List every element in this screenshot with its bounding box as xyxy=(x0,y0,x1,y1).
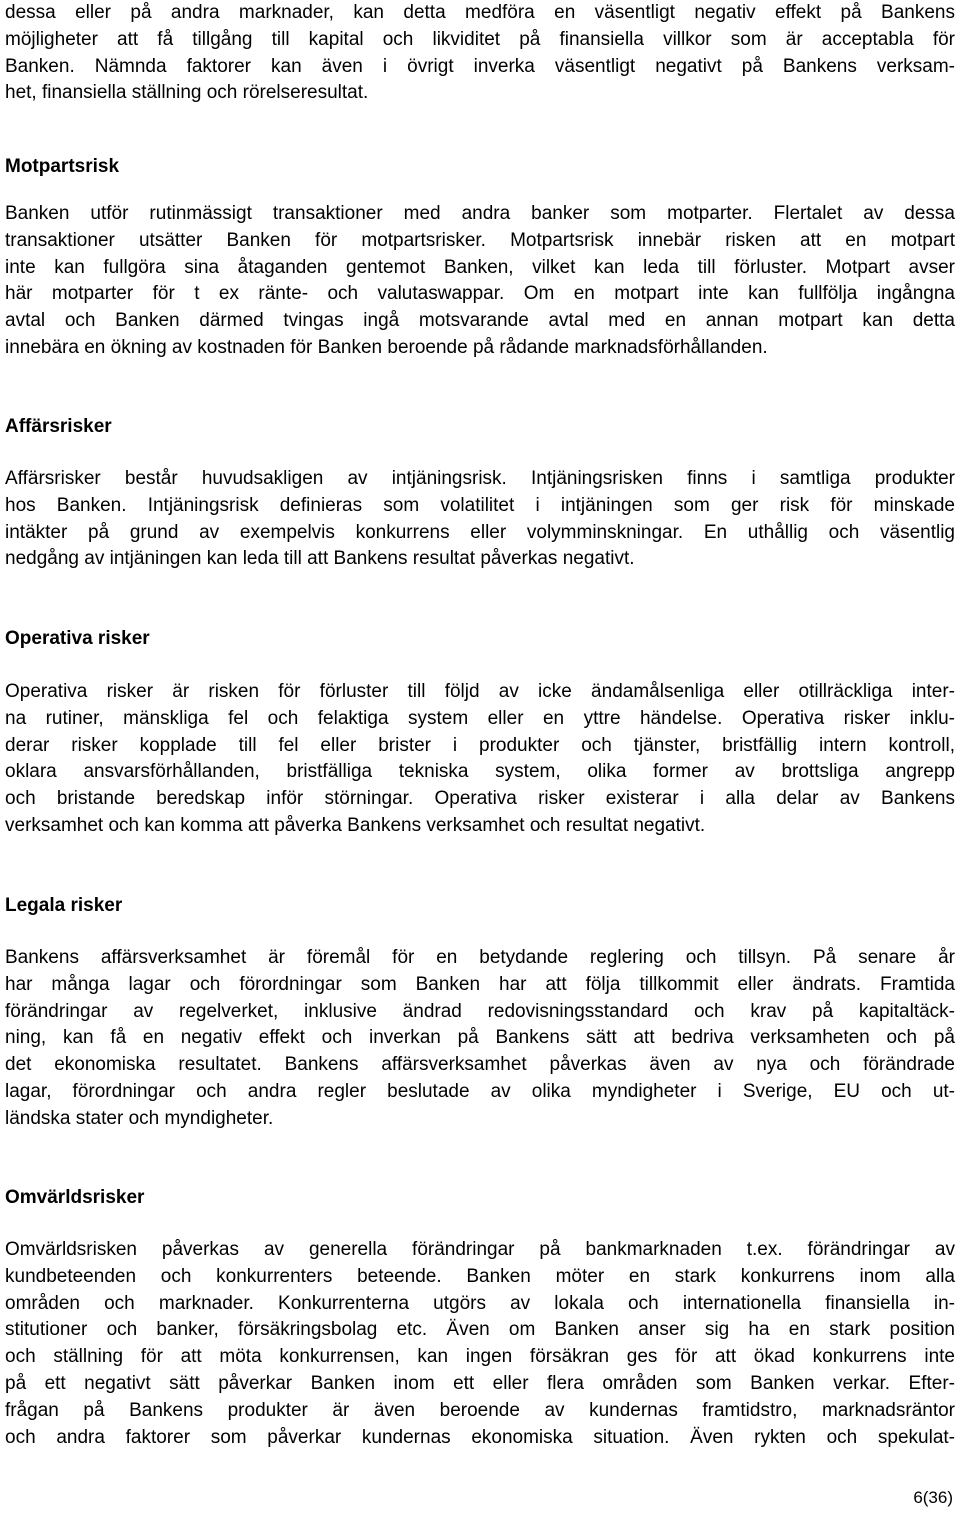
text-line: möjligheter att få tillgång till kapital och likviditet på finansiella villkor som är acceptabla för xyxy=(5,28,955,50)
text-line: stitutioner och banker, försäkringsbolag etc. Även om Banken anser sig ha en stark position xyxy=(5,1319,955,1341)
text-line: och andra faktorer som påverkar kundernas ekonomiska situation. Även rykten och spekulat- xyxy=(5,1426,955,1448)
text-line: har många lagar och förordningar som Banken har att följa tillkommit eller ändrats. Framtida xyxy=(5,973,955,995)
text-line: frågan på Bankens produkter är även beroende av kundernas framtidstro, marknadsräntor xyxy=(5,1399,955,1421)
text-line: hos Banken. Intjäningsrisk definieras som volatilitet i intjäningen som ger risk för minskade xyxy=(5,494,955,516)
section-heading-legala-risker: Legala risker xyxy=(5,895,123,916)
text-line: avtal och Banken därmed tvingas ingå motsvarande avtal med en annan motpart kan detta xyxy=(5,310,955,332)
text-line: här motparter för t ex ränte- och valutaswappar. Om en motpart inte kan fullfölja ingångna xyxy=(5,283,955,305)
section-heading-affarsrisker: Affärsrisker xyxy=(5,416,112,437)
text-line: Bankens affärsverksamhet är föremål för en betydande reglering och tillsyn. På senare år xyxy=(5,947,955,968)
text-line: innebära en ökning av kostnaden för Banken beroende på rådande marknadsförhållanden. xyxy=(5,336,768,358)
text-line: områden och marknader. Konkurrenterna utgörs av lokala och internationella finansiella in- xyxy=(5,1292,955,1314)
text-line: verksamhet och kan komma att påverka Bankens verksamhet och resultat negativt. xyxy=(5,814,706,836)
text-line: det ekonomiska resultatet. Bankens affärsverksamhet påverkas även av nya och förändrade xyxy=(5,1054,955,1076)
section-body-operativa-risker xyxy=(5,679,955,840)
section-body-motpartsrisk xyxy=(5,201,955,362)
text-line: intäkter på grund av exempelvis konkurrens eller volymminskningar. En uthållig och väsentlig xyxy=(5,521,955,543)
section-body-legala-risker xyxy=(5,945,955,1133)
text-line: nedgång av intjäningen kan leda till att Bankens resultat påverkas negativt. xyxy=(5,548,635,570)
text-line: och bristande beredskap inför störningar. Operativa risker existerar i alla delar av Bankens xyxy=(5,788,955,810)
paragraph xyxy=(5,945,955,1133)
section-heading-motpartsrisk: Motpartsrisk xyxy=(5,156,120,177)
page-number: 6(36) xyxy=(913,1488,953,1507)
text-line: ning, kan få en negativ effekt och inverkan på Bankens sätt att bedriva verksamheten och på xyxy=(5,1027,955,1049)
text-line: oklara ansvarsförhållanden, bristfälliga tekniska system, olika former av brottsliga angrepp xyxy=(5,761,955,783)
text-line: Banken utför rutinmässigt transaktioner med andra banker som motparter. Flertalet av dessa xyxy=(5,203,955,224)
text-line: förändringar av regelverket, inklusive ändrad redovisningsstandard och krav på kapitaltäck- xyxy=(5,1000,955,1022)
paragraph xyxy=(5,466,955,573)
section-body-omvarldsrisker xyxy=(5,1237,955,1451)
text-line: Operativa risker är risken för förluster till följd av icke ändamålsenliga eller otillräckliga inter- xyxy=(5,681,955,702)
text-line: och ställning för att möta konkurrensen, kan ingen försäkran ges för att ökad konkurrens inte xyxy=(5,1346,955,1368)
text-line: kundbeteenden och konkurrenters beteende. Banken möter en stark konkurrens inom alla xyxy=(5,1265,955,1287)
text-line: derar risker kopplade till fel eller brister i produkter och tjänster, bristfällig intern kontroll, xyxy=(5,734,955,756)
section-body-affarsrisker xyxy=(5,466,955,573)
text-line: het, finansiella ställning och rörelseresultat. xyxy=(5,82,369,104)
section-heading-operativa-risker: Operativa risker xyxy=(5,628,150,649)
paragraph xyxy=(5,1237,955,1451)
paragraph xyxy=(5,201,955,362)
section-heading-omvarldsrisker: Omvärldsrisker xyxy=(5,1187,145,1208)
text-line: transaktioner utsätter Banken för motpartsrisker. Motpartsrisk innebär risken att en motpart xyxy=(5,229,955,251)
text-line: ländska stater och myndigheter. xyxy=(5,1107,274,1129)
text-line: på ett negativt sätt påverkar Banken inom ett eller flera områden som Banken verkar. Efter- xyxy=(5,1372,955,1394)
text-line: Affärsrisker består huvudsakligen av intjäningsrisk. Intjäningsrisken finns i samtliga produkter xyxy=(5,468,955,489)
text-line: Omvärldsrisken påverkas av generella förändringar på bankmarknaden t.ex. förändringar av xyxy=(5,1239,955,1260)
text-line: inte kan fullgöra sina åtaganden gentemot Banken, vilket kan leda till förluster. Motpart avser xyxy=(5,256,955,278)
text-line: na rutiner, mänskliga fel och felaktiga system eller en yttre händelse. Operativa risker inklu- xyxy=(5,707,955,729)
paragraph xyxy=(5,679,955,840)
text-line: dessa eller på andra marknader, kan detta medföra en väsentligt negativ effekt på Bankens xyxy=(5,2,955,23)
paragraph xyxy=(5,0,955,107)
intro-paragraph xyxy=(5,0,955,107)
text-line: Banken. Nämnda faktorer kan även i övrigt inverka väsentligt negativt på Bankens verksam- xyxy=(5,55,955,77)
text-line: lagar, förordningar och andra regler beslutade av olika myndigheter i Sverige, EU och ut- xyxy=(5,1080,955,1102)
